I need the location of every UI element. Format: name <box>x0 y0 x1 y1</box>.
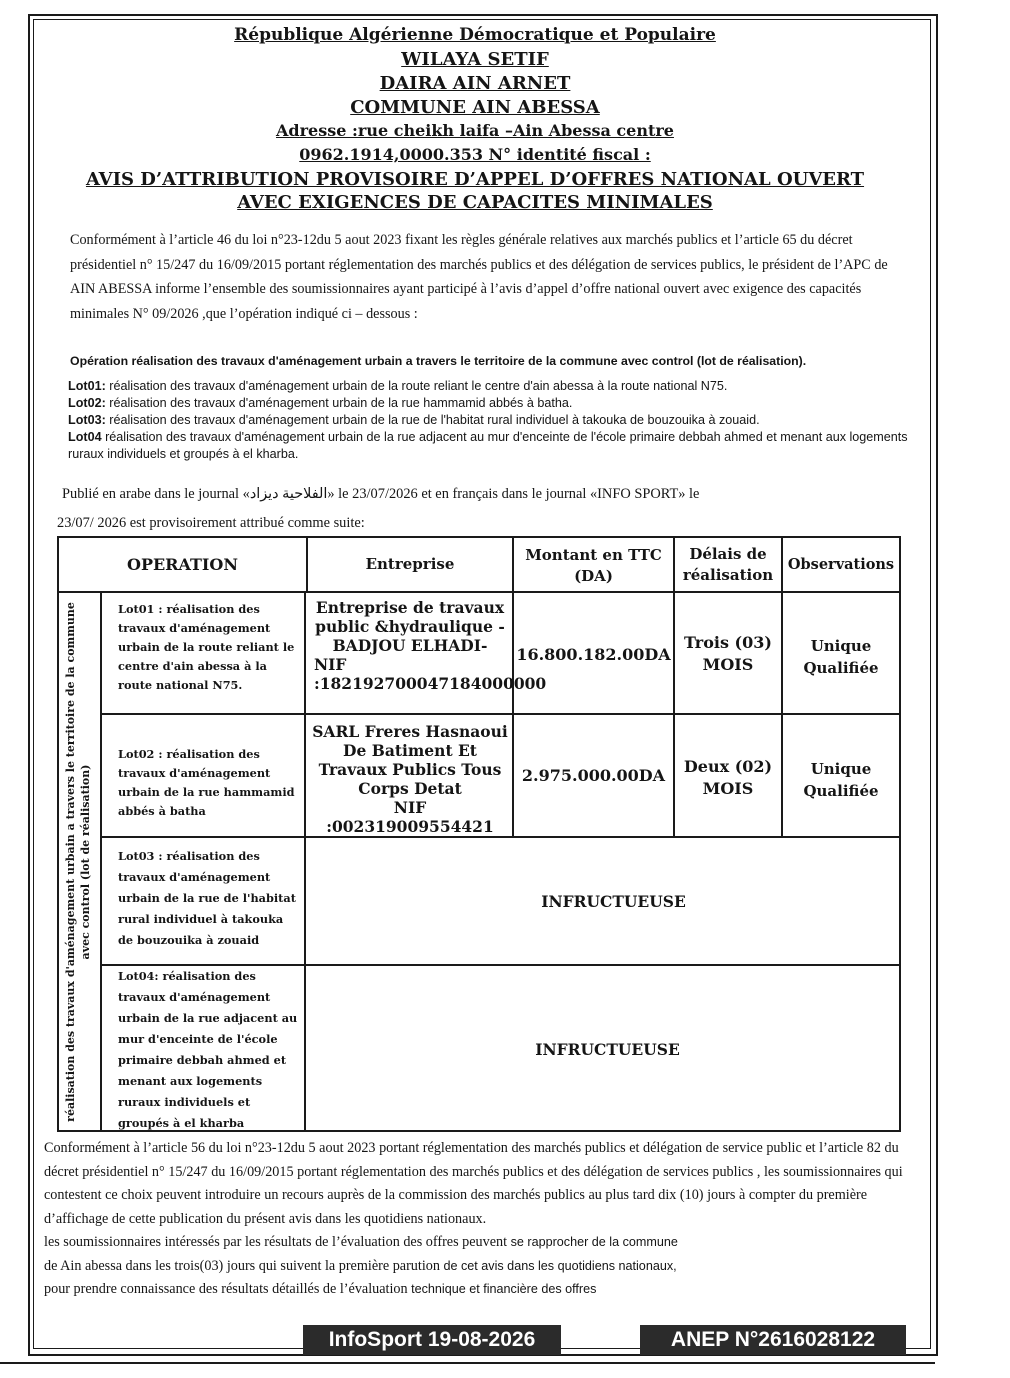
lot-item <box>68 395 908 412</box>
lots-list <box>68 378 908 463</box>
entreprise-name: Entreprise de travaux public &hydraulique -BADJOU ELHADI- <box>315 598 505 655</box>
footer-text-part: technique et financière des offres <box>407 1282 597 1296</box>
header-row-line <box>57 591 901 593</box>
header-fiscal-id: 0962.1914,0000.353 N° identité fiscal : <box>299 145 651 164</box>
table-row-lot03: Lot03 : réalisation des travaux d'aménagement urbain de la rue de l'habitat rural individuel à takouka de bouzouika à zouaid <box>118 849 296 947</box>
notice-title-line2: AVEC EXIGENCES DE CAPACITES MINIMALES <box>237 192 713 213</box>
footer-evaluation-line1 <box>44 1231 914 1255</box>
delais-row2: Deux (02) MOIS <box>683 757 773 798</box>
result-row4: INFRUCTUEUSE <box>535 1039 680 1059</box>
table-row-lot01: Lot01 : réalisation des travaux d'aménagement urbain de la route reliant le centre d'ain abessa à la route national N75. <box>118 602 295 692</box>
table-row-lot02: Lot02 : réalisation des travaux d'aménagement urbain de la rue hammamid abbés à batha <box>118 747 295 818</box>
operation-title: Opération réalisation des travaux d'aménagement urbain a travers le territoire de la commune avec control (lot de réalisation). <box>70 354 807 368</box>
footer-text-part: se rapprocher de la commune <box>507 1235 678 1249</box>
footer-text-part: les soumissionnaires intéressés par les résultats de l’évaluation des offres peuvent <box>44 1234 508 1250</box>
header-entreprise: Entreprise <box>365 555 455 573</box>
publication-line1: Publié en arabe dans le journal «الفلاحية ديزاد» le 23/07/2026 et en français dans le journal «INFO SPORT» le <box>62 486 700 502</box>
footer-text-part: de Ain abessa dans les trois(03) jours qui suivent la première parution <box>44 1257 440 1274</box>
lot-item <box>68 429 908 463</box>
footer-recourse-text: Conformément à l’article 56 du loi n°23-12du 5 aout 2023 portant réglementation des marchés publics et délégation de service public et l’article 82 du décret présidentiel n° 15/247 du 16/09/2015 portant réglementation des marchés publics et des délégation de services publics , les soumissionnaires qui contestent ce choix peuvent introduire un recours auprès de la commission des marchés publics au plus tard dix (10) jours à compter du première d’affichage de cette publication du présent avis dans les quotidiens nationaux. <box>44 1140 903 1227</box>
footer-text-part: de cet avis dans les quotidiens nationaux, <box>439 1258 677 1273</box>
lot-text: réalisation des travaux d'aménagement urbain de la route reliant le centre d'ain abessa à la route national N75. <box>105 379 728 393</box>
anep-number-badge: ANEP N°2616028122 <box>640 1325 906 1355</box>
header-delais: Délais de réalisation <box>682 544 774 584</box>
lot-item <box>68 412 908 429</box>
lot-label: Lot01: <box>68 379 106 393</box>
row-line <box>102 713 901 715</box>
intro-paragraph: Conformément à l’article 46 du loi n°23-12du 5 aout 2023 fixant les règles générale relatives aux marchés publics et l’article 65 du décret présidentiel n° 15/247 du 16/09/2015 portant réglementation des marchés publics et des délégation de services publics, le président de l’APC de AIN ABESSA informe l’ensemble des soumissionnaires ayant participé à l’avis d’appel d’offre national ouvert avec exigence des capacités minimales N° 09/2026 ,que l’opération indiqué ci – dessous : <box>70 232 888 322</box>
montant-row2: 2.975.000.00DA <box>521 766 666 785</box>
header-republic: République Algérienne Démocratique et Populaire <box>234 25 716 45</box>
lot-text: réalisation des travaux d'aménagement urbain de la rue adjacent au mur d'enceinte de l'école primaire debbah ahmed et menant aux logements ruraux individuels et groupés à el kharba. <box>68 430 908 461</box>
lot-label: Lot02: <box>68 396 106 410</box>
lot-text: réalisation des travaux d'aménagement urbain de la rue hammamid abbés à batha. <box>105 396 573 410</box>
header-operation: OPERATION <box>127 555 238 574</box>
lot-label: Lot03: <box>68 413 106 427</box>
montant-row1: 16.800.182.00DA <box>516 644 671 664</box>
observations-row2: Unique Qualifiée <box>803 760 879 800</box>
delais-row1: Trois (03) MOIS <box>684 633 772 674</box>
entreprise-nif: NIF :182192700047184000000 <box>314 655 547 693</box>
footer-evaluation-line3 <box>44 1278 914 1302</box>
footer-text-part: pour prendre connaissance des résultats détaillés de l’évaluation <box>44 1281 408 1297</box>
header-montant: Montant en TTC (DA) <box>525 545 662 585</box>
footer-evaluation-line2 <box>44 1255 914 1279</box>
lot-label: Lot04 <box>68 430 102 444</box>
observations-row1: Unique Qualifiée <box>803 637 879 677</box>
table-row-lot04: Lot04: réalisation des travaux d'aménagement urbain de la rue adjacent au mur d'enceinte de l'école primaire debbah ahmed et menant aux logements ruraux individuels et groupés à el kharba <box>118 969 298 1130</box>
vertical-operation-text: réalisation des travaux d'aménagement urbain a travers le territoire de la commune avec control (lot de réalisation) <box>64 602 92 1122</box>
publication-line2: 23/07/ 2026 est provisoirement attribué comme suite: <box>57 515 365 531</box>
infosport-date-badge: InfoSport 19-08-2026 <box>303 1325 561 1355</box>
header-wilaya: WILAYA SETIF <box>401 49 549 70</box>
entreprise-cell-row2 <box>308 722 512 836</box>
publication-paragraph <box>57 480 902 538</box>
header-daira: DAIRA AIN ARNET <box>379 73 571 94</box>
result-row3: INFRUCTUEUSE <box>541 891 686 911</box>
entreprise-cell-row1 <box>308 598 547 713</box>
entreprise-name: SARL Freres Hasnaoui De Batiment Et Travaux Publics Tous Corps Detat <box>312 722 508 798</box>
header-address: Adresse :rue cheikh laifa –Ain Abessa centre <box>276 121 674 140</box>
vertical-label-divider <box>100 593 102 1132</box>
header-observations: Observations <box>787 556 895 573</box>
vertical-operation-label <box>58 592 98 1132</box>
entreprise-nif: NIF :002319009554421 <box>326 798 494 836</box>
lot-item <box>68 378 908 395</box>
notice-title-line1: AVIS D’ATTRIBUTION PROVISOIRE D’APPEL D’OFFRES NATIONAL OUVERT <box>85 169 865 190</box>
footer-paragraph <box>44 1137 914 1302</box>
bottom-rule <box>0 1362 935 1364</box>
header-commune: COMMUNE AIN ABESSA <box>350 97 600 118</box>
lot-text: réalisation des travaux d'aménagement urbain de la rue de l'habitat rural individuel à takouka de bouzouika à zouaid. <box>105 413 760 427</box>
